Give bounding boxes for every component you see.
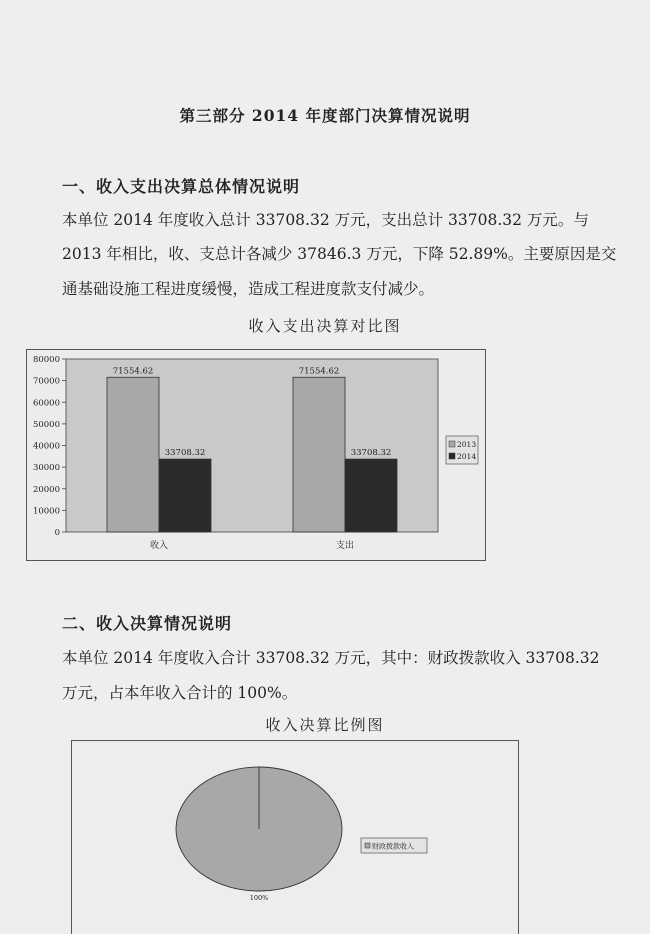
y-tick-label: 80000 <box>32 355 60 365</box>
bar <box>293 377 345 532</box>
section1-line-1: 本单位 2014 年度收入总计 33708.32 万元，支出总计 33708.32 万元。与 <box>62 211 589 229</box>
chart1-title: 收入支出决算对比图 <box>248 317 402 335</box>
legend-swatch <box>449 441 455 447</box>
legend-label: 财政拨款收入 <box>372 842 414 851</box>
data-label: 71554.62 <box>112 366 154 377</box>
section1-heading: 一、收入支出决算总体情况说明 <box>62 177 301 196</box>
y-tick-label: 60000 <box>32 398 60 409</box>
section1-line-3: 通基础设施工程进度缓慢，造成工程进度款支付减少。 <box>62 280 435 298</box>
section2-heading: 二、收入决算情况说明 <box>62 614 233 633</box>
y-tick-label: 50000 <box>32 419 60 430</box>
data-label: 33708.32 <box>164 448 206 459</box>
legend-label: 2013 <box>457 440 477 449</box>
y-tick-label: 70000 <box>32 376 60 387</box>
legend-label: 2014 <box>457 452 477 461</box>
data-label: 71554.62 <box>298 366 340 377</box>
data-label: 33708.32 <box>350 448 392 459</box>
section1-line-2: 2013 年相比，收、支总计各减少 37846.3 万元，下降 52.89%。主要原因是交 <box>62 245 617 263</box>
bar <box>159 459 211 532</box>
y-tick-label: 30000 <box>32 463 60 474</box>
bar-chart <box>26 349 486 561</box>
y-tick-label: 0 <box>54 528 60 538</box>
bar <box>107 377 159 532</box>
pie-chart <box>71 740 519 934</box>
y-tick-label: 40000 <box>32 441 60 452</box>
legend-swatch <box>365 843 370 848</box>
x-tick-label: 收入 <box>149 541 169 551</box>
section2-line-2: 万元，占本年收入合计的 100%。 <box>62 684 298 702</box>
bar <box>345 459 397 532</box>
chart2-title: 收入决算比例图 <box>265 716 385 734</box>
x-tick-label: 支出 <box>335 541 355 551</box>
page-title: 第三部分 2014 年度部门决算情况说明 <box>179 106 471 125</box>
y-tick-label: 10000 <box>32 506 60 517</box>
y-tick-label: 20000 <box>32 484 60 495</box>
pie-data-label: 100% <box>249 894 269 902</box>
section2-line-1: 本单位 2014 年度收入合计 33708.32 万元，其中：财政拨款收入 33708.32 <box>62 649 600 667</box>
legend-swatch <box>449 453 455 459</box>
